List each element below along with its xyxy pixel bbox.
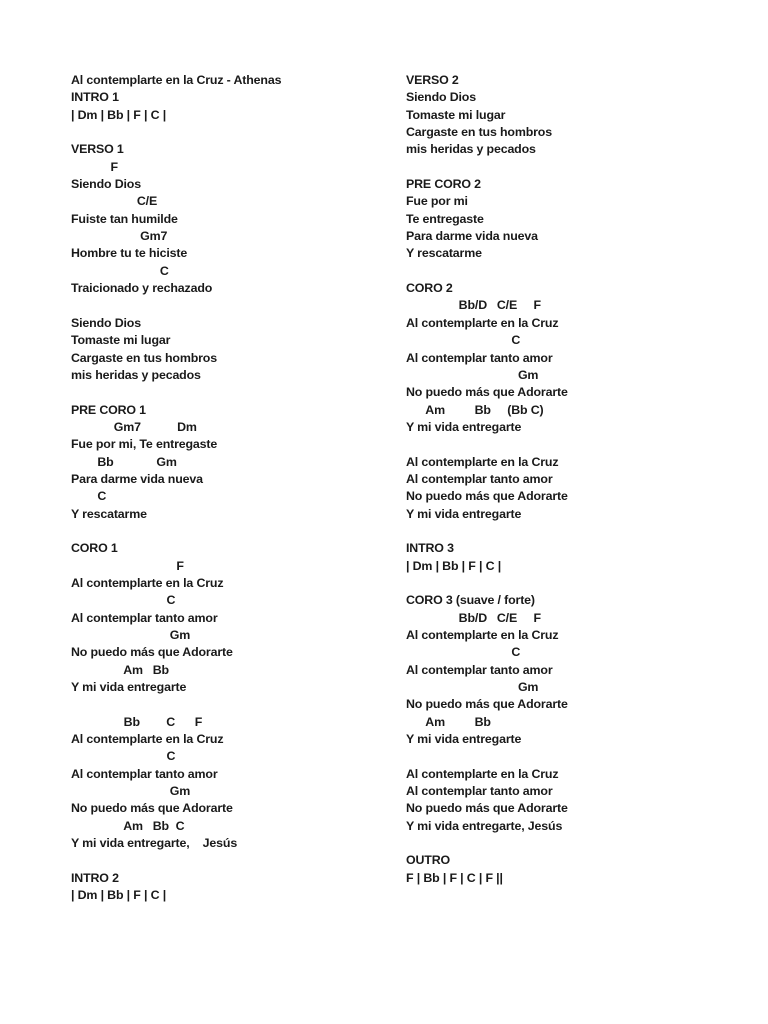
song-line: Bb/D C/E F xyxy=(406,298,541,313)
song-line: Al contemplar tanto amor xyxy=(406,662,553,677)
song-line: Cargaste en tus hombros xyxy=(71,350,217,365)
song-line xyxy=(406,523,736,540)
song-line: F xyxy=(71,558,184,573)
song-line: Cargaste en tus hombros xyxy=(406,125,552,140)
song-line: No puedo más que Adorarte xyxy=(406,489,568,504)
song-line: Am Bb (Bb C) xyxy=(406,402,544,417)
song-line: Siendo Dios xyxy=(71,177,141,192)
song-line: Tomaste mi lugar xyxy=(71,333,171,348)
song-line: Bb/D C/E F xyxy=(406,610,541,625)
song-line: Fuiste tan humilde xyxy=(71,211,178,226)
song-line: Gm xyxy=(71,784,191,799)
song-line: Para darme vida nueva xyxy=(406,229,538,244)
song-line: mis heridas y pecados xyxy=(71,367,201,382)
song-line: Am Bb xyxy=(406,714,491,729)
song-line: C xyxy=(406,645,521,660)
song-line: C xyxy=(406,333,521,348)
song-line xyxy=(71,852,371,869)
song-line: Al contemplarte en la Cruz xyxy=(406,454,559,469)
song-line: PRE CORO 1 xyxy=(71,402,146,417)
song-line: Y mi vida entregarte xyxy=(406,419,522,434)
song-line: Fue por mi, Te entregaste xyxy=(71,437,218,452)
song-line: OUTRO xyxy=(406,853,450,868)
song-line xyxy=(406,575,736,592)
song-line: Y rescatarme xyxy=(406,246,482,261)
song-line: Traicionado y rechazado xyxy=(71,281,213,296)
song-line: No puedo más que Adorarte xyxy=(406,801,568,816)
song-line xyxy=(71,124,371,141)
song-line: Y mi vida entregarte xyxy=(406,506,522,521)
song-line: Al contemplar tanto amor xyxy=(71,766,218,781)
song-line: Am Bb xyxy=(71,662,169,677)
song-line: VERSO 2 xyxy=(406,73,459,87)
song-line: Gm7 xyxy=(71,229,168,244)
song-line xyxy=(406,263,736,280)
song-line xyxy=(406,835,736,852)
song-line: Siendo Dios xyxy=(406,90,476,105)
song-line: Gm xyxy=(406,680,539,695)
song-line: Y mi vida entregarte, Jesús xyxy=(406,818,563,833)
song-line: Al contemplar tanto amor xyxy=(406,784,553,799)
song-line: Am Bb C xyxy=(71,818,185,833)
song-line: Al contemplar tanto amor xyxy=(406,350,553,365)
song-line: Y rescatarme xyxy=(71,506,147,521)
song-line xyxy=(406,436,736,453)
song-line: | Dm | Bb | F | C | xyxy=(71,888,167,903)
song-line: Gm7 Dm xyxy=(71,419,197,434)
song-line: PRE CORO 2 xyxy=(406,177,481,192)
right-column xyxy=(406,72,736,887)
song-line: C xyxy=(71,263,169,278)
song-line: No puedo más que Adorarte xyxy=(71,801,233,816)
song-line: CORO 1 xyxy=(71,541,118,556)
song-line: Tomaste mi lugar xyxy=(406,107,506,122)
song-line: Y mi vida entregarte xyxy=(71,680,187,695)
song-line: Al contemplarte en la Cruz xyxy=(406,315,559,330)
song-line: C xyxy=(71,749,176,764)
song-line: No puedo más que Adorarte xyxy=(71,645,233,660)
song-line: Gm xyxy=(406,367,539,382)
song-line: Al contemplarte en la Cruz xyxy=(71,575,224,590)
song-line xyxy=(71,297,371,314)
song-line: Hombre tu te hiciste xyxy=(71,246,188,261)
song-line: | Dm | Bb | F | C | xyxy=(71,107,167,122)
song-line: INTRO 3 xyxy=(406,541,454,556)
song-line: Al contemplarte en la Cruz xyxy=(406,766,559,781)
song-line: C/E xyxy=(71,194,158,209)
song-line xyxy=(71,384,371,401)
song-line: INTRO 2 xyxy=(71,870,119,885)
song-line: Para darme vida nueva xyxy=(71,471,203,486)
song-line: Siendo Dios xyxy=(71,315,141,330)
song-line: Y mi vida entregarte xyxy=(406,732,522,747)
song-line xyxy=(71,523,371,540)
song-line xyxy=(71,696,371,713)
song-line: C xyxy=(71,489,107,504)
song-line: Bb C F xyxy=(71,714,203,729)
song-line: No puedo más que Adorarte xyxy=(406,385,568,400)
song-line: Al contemplarte en la Cruz xyxy=(406,628,559,642)
song-line: Y mi vida entregarte, Jesús xyxy=(71,836,238,851)
song-line: Al contemplar tanto amor xyxy=(71,610,218,625)
song-line: INTRO 1 xyxy=(71,90,119,105)
song-line: Al contemplar tanto amor xyxy=(406,471,553,486)
song-line: Gm xyxy=(71,628,191,642)
song-line: mis heridas y pecados xyxy=(406,142,536,157)
song-line: Te entregaste xyxy=(406,211,484,226)
song-line: Bb Gm xyxy=(71,454,177,469)
song-line: F xyxy=(71,159,118,174)
song-line: No puedo más que Adorarte xyxy=(406,697,568,712)
song-line: CORO 3 (suave / forte) xyxy=(406,593,535,608)
song-line: VERSO 1 xyxy=(71,142,124,157)
song-line xyxy=(406,748,736,765)
song-line: CORO 2 xyxy=(406,281,453,296)
song-line: C xyxy=(71,593,176,608)
song-line: Al contemplarte en la Cruz xyxy=(71,732,224,747)
left-column xyxy=(71,72,371,905)
song-line: | Dm | Bb | F | C | xyxy=(406,558,502,573)
song-line xyxy=(406,159,736,176)
song-line: Fue por mi xyxy=(406,194,468,209)
song-line: F | Bb | F | C | F || xyxy=(406,870,503,885)
song-line: Al contemplarte en la Cruz - Athenas xyxy=(71,73,282,87)
